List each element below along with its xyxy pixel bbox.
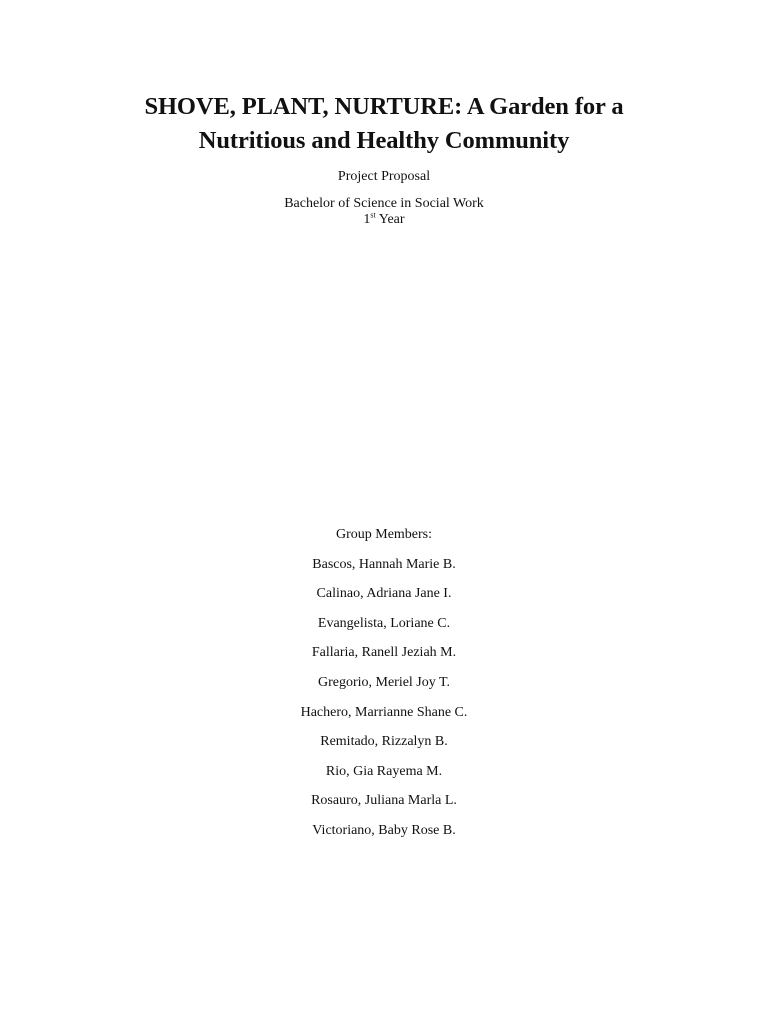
member-name: Hachero, Marrianne Shane C. bbox=[300, 704, 468, 720]
year-number: 1 bbox=[363, 212, 371, 227]
year-suffix: st bbox=[370, 210, 376, 220]
member-name: Fallaria, Ranell Jeziah M. bbox=[311, 645, 457, 661]
member-name: Remitado, Rizzalyn B. bbox=[320, 734, 448, 750]
program-info bbox=[0, 196, 768, 228]
member-name: Bascos, Hannah Marie B. bbox=[312, 556, 456, 572]
member-name: Victoriano, Baby Rose B. bbox=[312, 822, 456, 838]
year-level bbox=[0, 212, 768, 228]
document-subtitle: Project Proposal bbox=[337, 169, 431, 184]
member-name: Evangelista, Loriane C. bbox=[317, 615, 451, 631]
program-name: Bachelor of Science in Social Work bbox=[284, 196, 484, 211]
title-line-1: SHOVE, PLANT, NURTURE: A Garden for a bbox=[144, 93, 624, 120]
year-word: Year bbox=[378, 212, 405, 227]
group-members-list bbox=[0, 524, 768, 850]
document-title bbox=[84, 90, 684, 158]
group-members-heading: Group Members: bbox=[335, 527, 433, 542]
member-name: Rosauro, Juliana Marla L. bbox=[311, 793, 457, 809]
member-name: Calinao, Adriana Jane I. bbox=[316, 586, 452, 602]
title-line-2: Nutritious and Healthy Community bbox=[198, 127, 570, 154]
member-name: Gregorio, Meriel Joy T. bbox=[317, 674, 451, 690]
member-name: Rio, Gia Rayema M. bbox=[325, 763, 443, 779]
